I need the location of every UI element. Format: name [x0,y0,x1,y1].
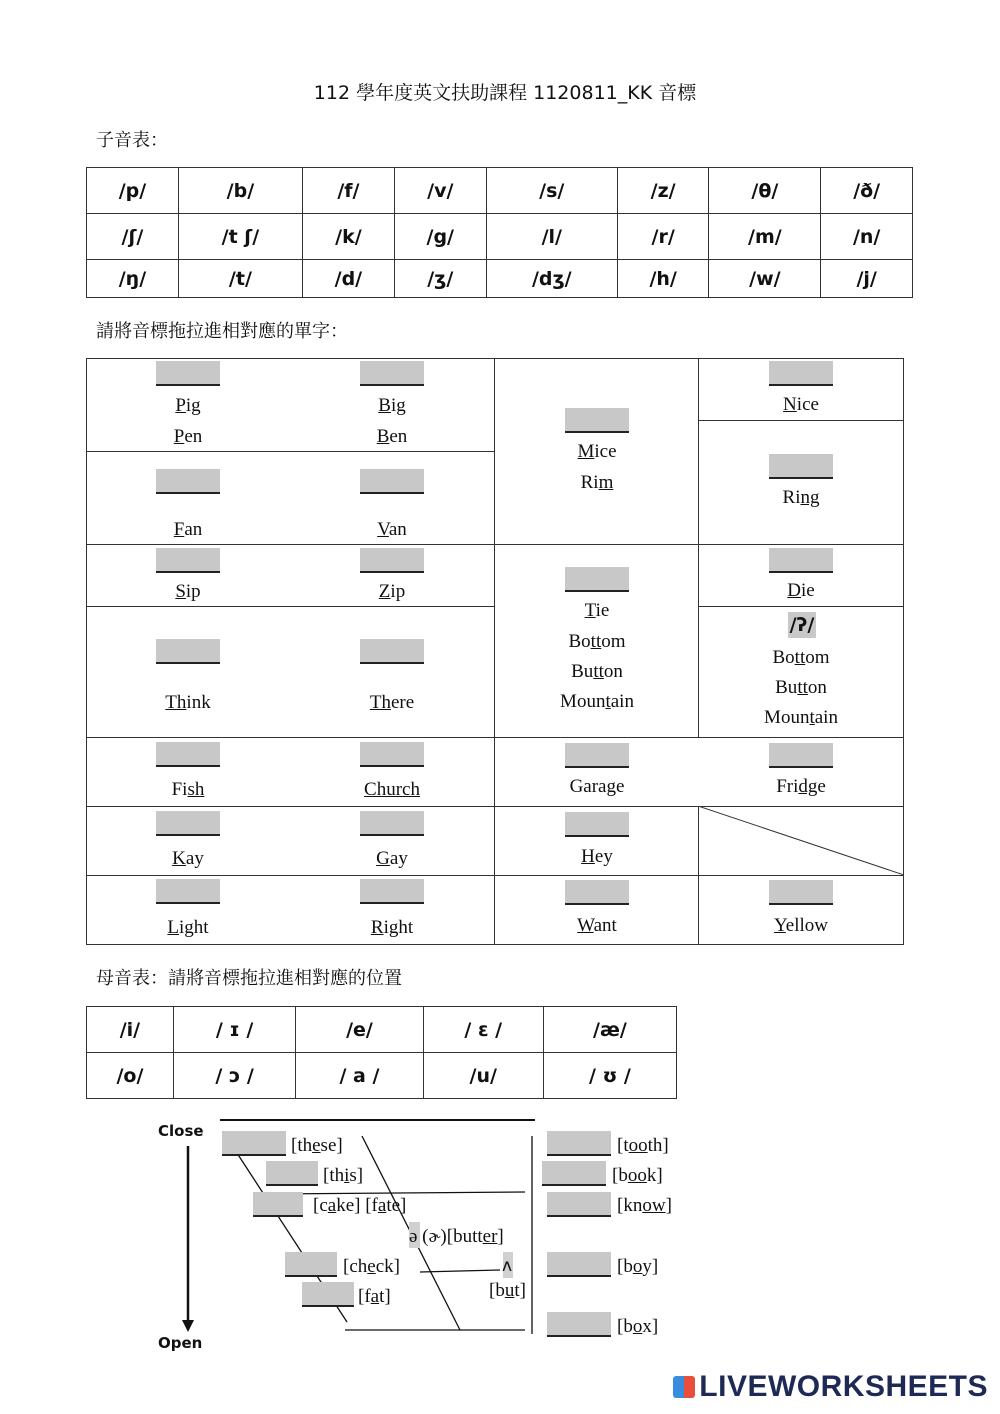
vowel-cell[interactable]: / a / [296,1053,423,1099]
close-label: Close [158,1122,204,1140]
word-button: Button [571,661,623,682]
chart-word-boy: [boy] [617,1256,659,1277]
chart-word-cake-fate: [cake] [fate] [313,1195,407,1216]
drop-blank[interactable] [360,879,424,904]
consonant-cell[interactable]: /t/ [178,260,302,298]
brand-icon [673,1376,695,1398]
consonant-table [86,167,913,298]
grid-line [698,606,904,607]
grid-line [86,606,494,607]
chart-word-box: [box] [617,1316,659,1337]
word-ring: Ring [782,487,820,508]
drop-blank[interactable] [360,361,424,386]
word-hey: Hey [581,846,613,867]
word-pen: Pen [173,426,203,447]
page-title: 112 學年度英文扶助課程 1120811_KK 音標 [313,82,697,104]
word-gay: Gay [376,848,408,869]
vowel-cell[interactable]: /i/ [87,1007,174,1053]
consonant-cell[interactable]: /j/ [821,260,913,298]
word-fan: Fan [173,519,203,540]
consonant-cell[interactable]: /s/ [486,168,617,214]
word-yellow: Yellow [773,915,829,936]
chart-blank[interactable] [547,1312,611,1337]
drop-blank[interactable] [360,548,424,573]
consonant-cell[interactable]: /ŋ/ [87,260,179,298]
grid-line [698,358,699,737]
drop-blank[interactable] [156,361,220,386]
consonant-cell[interactable]: /t ʃ/ [178,214,302,260]
word-mountain-glottal: Mountain [764,707,838,728]
chart-blank[interactable] [285,1252,337,1277]
vowel-cell[interactable]: / ɛ / [423,1007,543,1053]
consonant-cell[interactable]: /d/ [302,260,394,298]
word-fridge: Fridge [776,776,826,797]
chart-blank[interactable] [302,1282,354,1307]
vowel-cell[interactable]: / ɪ / [173,1007,295,1053]
consonant-cell[interactable]: /l/ [486,214,617,260]
drop-blank[interactable] [565,567,629,592]
word-kay: Kay [172,848,204,869]
chart-word-but: [but] [489,1280,526,1301]
word-fish: Fish [171,779,205,800]
drop-blank[interactable] [565,408,629,433]
vowel-cell[interactable]: / ʊ / [543,1053,676,1099]
drop-blank[interactable] [360,742,424,767]
consonant-cell[interactable]: /w/ [709,260,821,298]
word-die: Die [787,580,815,601]
grid-line [86,875,904,876]
consonant-cell[interactable]: /m/ [709,214,821,260]
open-label: Open [158,1334,203,1352]
chart-word-schwa: ə (ɚ)[butter] [409,1226,504,1247]
chart-word-these: [these] [291,1135,343,1156]
drop-blank[interactable] [769,361,833,386]
chart-blank[interactable] [547,1192,611,1217]
vowel-cell[interactable]: /o/ [87,1053,174,1099]
word-church: Church [364,779,420,800]
consonant-cell[interactable]: /ð/ [821,168,913,214]
drop-blank[interactable] [156,548,220,573]
word-tie: Tie [584,600,610,621]
chart-word-book: [book] [612,1165,663,1186]
word-zip: Zip [378,581,406,602]
drop-blank[interactable] [360,639,424,664]
consonant-cell[interactable]: /z/ [617,168,709,214]
word-van: Van [377,519,407,540]
drop-blank[interactable] [156,742,220,767]
consonant-cell[interactable]: /θ/ [709,168,821,214]
word-light: Light [167,917,209,938]
word-think: Think [165,692,211,713]
drop-blank[interactable] [156,639,220,664]
word-ben: Ben [376,426,408,447]
word-mice: Mice [577,441,617,462]
wedge-symbol: ʌ [502,1256,513,1276]
consonant-cell[interactable]: /p/ [87,168,179,214]
chart-word-know: [know] [617,1195,672,1216]
consonant-cell[interactable]: /dʒ/ [486,260,617,298]
drop-blank[interactable] [769,743,833,768]
drop-blank[interactable] [769,454,833,479]
drop-blank[interactable] [156,469,220,494]
consonant-cell[interactable]: /ʒ/ [394,260,486,298]
chart-word-this: [this] [323,1165,364,1186]
consonant-cell[interactable]: /f/ [302,168,394,214]
grid-line [86,358,87,944]
vowel-heading: 母音表：請將音標拖拉進相對應的位置 [96,968,402,989]
chart-blank[interactable] [542,1161,606,1186]
consonant-cell[interactable]: /n/ [821,214,913,260]
chart-blank[interactable] [222,1131,286,1156]
arrow-head [182,1320,194,1332]
word-mountain: Mountain [560,691,634,712]
grid-line [86,358,904,359]
consonant-cell[interactable]: /r/ [617,214,709,260]
glottal-symbol[interactable]: /ʔ/ [789,614,815,636]
word-garage: Garage [569,776,625,797]
chart-blank[interactable] [547,1252,611,1277]
vowel-cell[interactable]: /æ/ [543,1007,676,1053]
word-rim: Rim [580,472,614,493]
drag-heading: 請將音標拖拉進相對應的單字： [96,321,348,342]
drop-blank[interactable] [769,880,833,905]
grid-line [86,451,494,452]
vowel-cell[interactable]: / ɔ / [173,1053,295,1099]
consonant-cell[interactable]: /b/ [178,168,302,214]
drop-blank[interactable] [156,811,220,836]
grid-line [86,544,904,545]
consonant-heading: 子音表： [96,130,168,151]
consonant-cell[interactable]: /h/ [617,260,709,298]
consonant-cell[interactable]: /k/ [302,214,394,260]
consonant-cell[interactable]: /v/ [394,168,486,214]
word-bottom-glottal: Bottom [772,647,830,668]
word-pig: Pig [175,395,201,416]
drop-blank[interactable] [769,548,833,573]
brand-logo: LIVEWORKSHEETS [673,1370,988,1404]
chart-blank[interactable] [547,1131,611,1156]
chart-word-fat: [fat] [358,1286,391,1307]
vowel-table [86,1006,677,1099]
grid-line [86,737,904,738]
word-want: Want [577,915,617,936]
drop-blank[interactable] [360,469,424,494]
chart-blank[interactable] [253,1192,303,1217]
chart-word-check: [check] [343,1256,400,1277]
word-nice: Nice [783,394,819,415]
word-big: Big [378,395,406,416]
chart-blank[interactable] [266,1161,318,1186]
vowel-cell[interactable]: /e/ [296,1007,423,1053]
drop-blank[interactable] [565,743,629,768]
chart-word-tooth: [tooth] [617,1135,669,1156]
word-button-glottal: Button [775,677,827,698]
grid-line [494,358,495,944]
grid-line [698,420,904,421]
word-sip: Sip [175,581,201,602]
word-there: There [369,692,415,713]
word-right: Right [370,917,414,938]
word-bottom: Bottom [568,631,626,652]
drop-blank[interactable] [360,811,424,836]
drop-blank[interactable] [156,879,220,904]
consonant-cell[interactable]: /g/ [394,214,486,260]
empty-cell-diagonal [698,806,904,875]
drop-blank[interactable] [565,880,629,905]
grid-line [86,944,904,945]
vowel-cell[interactable]: /u/ [423,1053,543,1099]
drop-blank[interactable] [565,812,629,837]
consonant-cell[interactable]: /ʃ/ [87,214,179,260]
